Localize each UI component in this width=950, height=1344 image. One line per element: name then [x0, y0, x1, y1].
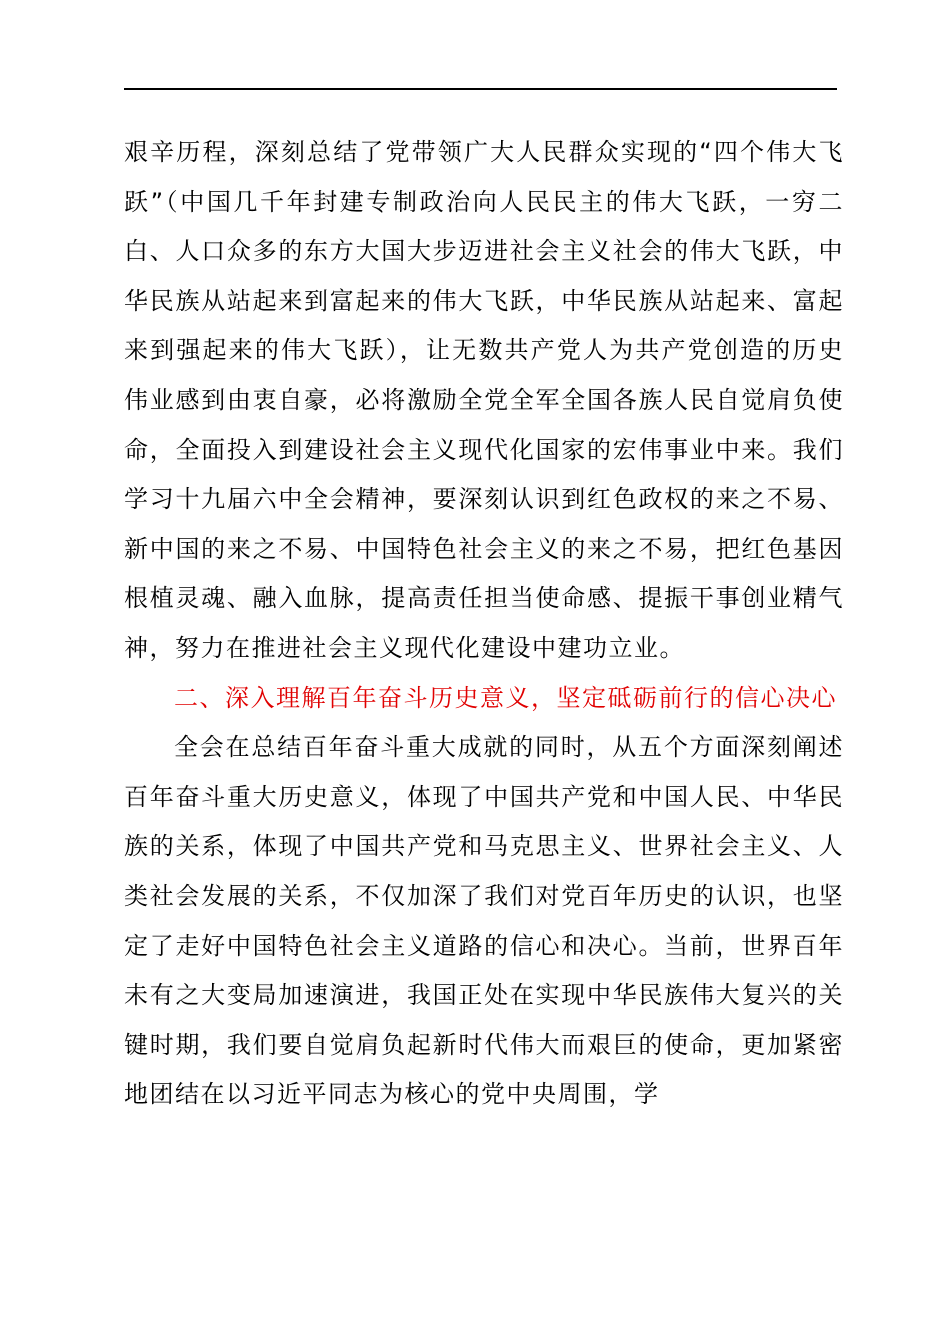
paragraph-body: 全会在总结百年奋斗重大成就的同时，从五个方面深刻阐述百年奋斗重大历史意义，体现了中国共产党和中国人民、中华民族的关系，体现了中国共产党和马克思主义、世界社会主义、人类社会发展的关系，不仅加深了我们对党百年历史的认识，也坚定了走好中国特色社会主义道路的信心和决心。当前，世界百年未有之大变局加速演进，我国正处在实现中华民族伟大复兴的关键时期，我们要自觉肩负起新时代伟大而艰巨的使命，更加紧密地团结在以习近平同志为核心的党中央周围，学: [124, 733, 844, 1109]
header-rule: [124, 88, 837, 90]
document-body: [124, 128, 844, 1120]
section-heading: 二、深入理解百年奋斗历史意义，坚定砥砺前行的信心决心: [174, 683, 837, 712]
paragraph-continuation: 艰辛历程，深刻总结了党带领广大人民群众实现的“四个伟大飞跃”（中国几千年封建专制政治向人民民主的伟大飞跃，一穷二白、人口众多的东方大国大步迈进社会主义社会的伟大飞跃，中华民族从站起来到富起来的伟大飞跃，中华民族从站起来、富起来到强起来的伟大飞跃），让无数共产党人为共产党创造的历史伟业感到由衷自豪，必将激励全党全军全国各族人民自觉肩负使命，全面投入到建设社会主义现代化国家的宏伟事业中来。我们学习十九届六中全会精神，要深刻认识到红色政权的来之不易、新中国的来之不易、中国特色社会主义的来之不易，把红色基因根植灵魂、融入血脉，提高责任担当使命感、提振干事创业精气神，努力在推进社会主义现代化建设中建功立业。: [124, 138, 844, 662]
